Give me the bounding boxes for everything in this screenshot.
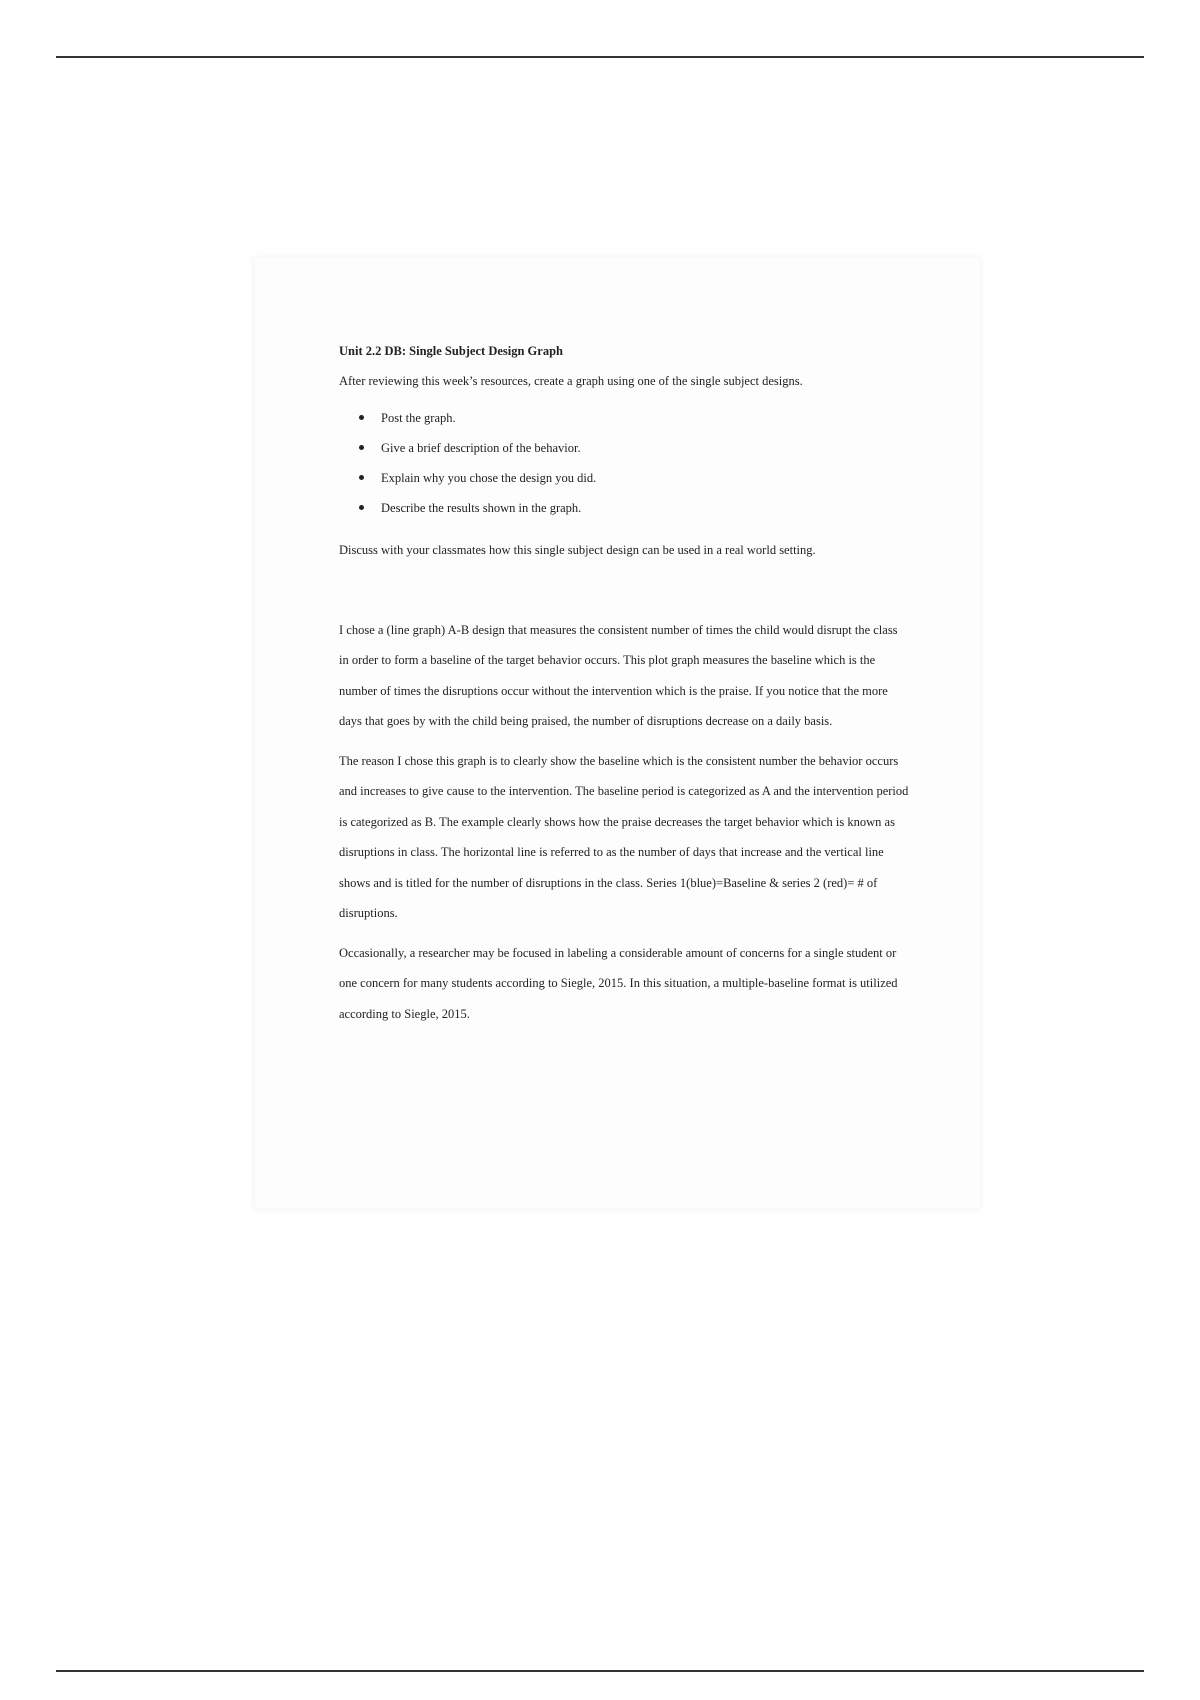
bullet-item <box>339 500 909 530</box>
bullet-text: Explain why you chose the design you did. <box>381 470 597 485</box>
bullet-item <box>339 440 909 470</box>
bullet-icon <box>359 415 364 420</box>
bullet-text: Post the graph. <box>381 410 456 425</box>
bullet-item <box>339 470 909 500</box>
bullet-text: Describe the results shown in the graph. <box>381 500 582 515</box>
bullet-text: Give a brief description of the behavior. <box>381 440 581 455</box>
bullet-icon <box>359 445 364 450</box>
bullet-icon <box>359 505 364 510</box>
assignment-bullet-list <box>339 410 909 530</box>
response-paragraph: Occasionally, a researcher may be focused in labeling a considerable amount of concerns for a single student or one concern for many students according to Siegle, 2015. In this situation, a multiple-baseline format is utilized according to Siegle, 2015. <box>339 945 898 1021</box>
assignment-intro: After reviewing this week’s resources, create a graph using one of the single subject designs. <box>339 374 803 389</box>
bullet-item <box>339 410 909 440</box>
discussion-prompt: Discuss with your classmates how this single subject design can be used in a real world setting. <box>339 542 816 557</box>
response-paragraph: I chose a (line graph) A-B design that measures the consistent number of times the child would disrupt the class in order to form a baseline of the target behavior occurs. This plot graph measures the baseline which is the number of times the disruptions occur without the intervention which is the praise. If you notice that the more days that goes by with the child being praised, the number of disruptions decrease on a daily basis. <box>339 622 898 729</box>
document-content <box>339 343 909 1029</box>
response-paragraph: The reason I chose this graph is to clearly show the baseline which is the consistent number the behavior occurs and increases to give cause to the intervention. The baseline period is categorized as A and the intervention period is categorized as B. The example clearly shows how the praise decreases the target behavior which is known as disruptions in class. The horizontal line is referred to as the number of days that increase and the vertical line shows and is titled for the number of disruptions in the class. Series 1(blue)=Baseline & series 2 (red)= # of disruptions. <box>339 753 909 921</box>
top-divider <box>56 56 1144 58</box>
bullet-icon <box>359 475 364 480</box>
document-title: Unit 2.2 DB: Single Subject Design Graph <box>339 344 563 358</box>
bottom-divider <box>56 1670 1144 1672</box>
